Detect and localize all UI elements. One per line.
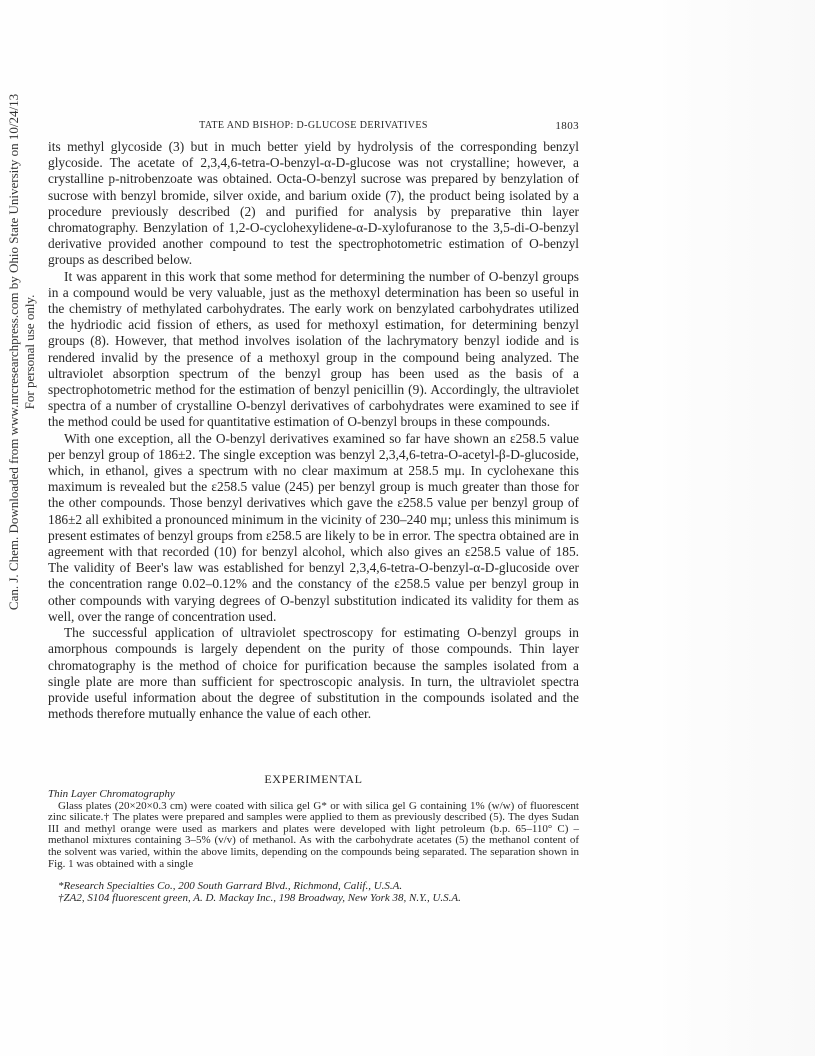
page-edge-shading	[645, 0, 815, 1056]
download-stamp-line-2: For personal use only.	[22, 294, 37, 410]
running-head	[48, 120, 579, 136]
subsection-title: Thin Layer Chromatography	[48, 788, 175, 800]
download-stamp-line-1: Can. J. Chem. Downloaded from www.nrcresearchpress.com by Ohio State University on 10/24/13	[6, 93, 21, 611]
footnote-1: *Research Specialties Co., 200 South Garrard Blvd., Richmond, Calif., U.S.A.	[58, 880, 403, 892]
paragraph-3: With one exception, all the O-benzyl derivatives examined so far have shown an ε258.5 value per benzyl group of 186±2. The single exception was benzyl 2,3,4,6-tetra-O-acetyl-β-D-glucoside, which, in ethanol, gives a spectrum with no clear maximum at 258.5 mμ. In cyclohexane this maximum is revealed but the ε258.5 value (245) per benzyl group is much greater than those for the other compounds. Those benzyl derivatives which gave the ε258.5 value per benzyl group of 186±2 all exhibited a pronounced minimum in the vicinity of 230–240 mμ; unless this minimum is present estimates of benzyl groups from ε258.5 are likely to be in error. The spectra obtained are in agreement with that recorded (10) for benzyl alcohol, which also gives an ε258.5 value of 185. The validity of Beer's law was established for benzyl 2,3,4,6-tetra-O-benzyl-α-D-glucoside over the concentration range 0.02–0.12% and the constancy of the ε258.5 value per benzyl group in other compounds with varying degrees of O-benzyl substitution indicated its validity for them as well, over the range of concentration used.	[48, 430, 579, 624]
running-head-title: TATE AND BISHOP: D-GLUCOSE DERIVATIVES	[199, 120, 428, 131]
footnote-2: †ZA2, S104 fluorescent green, A. D. Mackay Inc., 198 Broadway, New York 38, N.Y., U.S.A.	[58, 892, 461, 904]
paragraph-4: The successful application of ultraviolet spectroscopy for estimating O-benzyl groups in amorphous compounds is largely dependent on the purity of those compounds. Thin layer chromatography is the method of choice for purification because the samples isolated from a single plate are more than sufficient for spectroscopic analysis. In turn, the ultraviolet spectra provide useful information about the degree of substitution in the compounds isolated and the methods therefore mutually enhance the value of each other.	[48, 625, 579, 722]
subsection-tlc	[48, 789, 579, 870]
body-text	[48, 139, 579, 722]
download-stamp	[6, 52, 42, 652]
subsection-text: Glass plates (20×20×0.3 cm) were coated with silica gel G* or with silica gel G containing 1% (w/w) of fluorescent zinc silicate.† The plates were prepared and samples were applied to them as previously described (5). The dyes Sudan III and methyl orange were used as markers and plates were developed with light petroleum (b.p. 65–110° C) – methanol mixtures containing 3–5% (v/v) of methanol. As with the carbohydrate acetates (5) the methanol content of the solvent was varied, within the above limits, depending on the compounds being separated. The separation shown in Fig. 1 was obtained with a single	[48, 799, 579, 870]
paragraph-1: its methyl glycoside (3) but in much better yield by hydrolysis of the corresponding benzyl glycoside. The acetate of 2,3,4,6-tetra-O-benzyl-α-D-glucose was not crystalline; however, a crystalline p-nitrobenzoate was obtained. Octa-O-benzyl sucrose was prepared by benzylation of sucrose with benzyl bromide, silver oxide, and barium oxide (7), the product being isolated by a procedure previously described (2) and purified for analysis by preparative thin layer chromatography. Benzylation of 1,2-O-cyclohexylidene-α-D-xylofuranose to the 3,5-di-O-benzyl derivative provided another compound to test the spectrophotometric estimation of O-benzyl groups as described below.	[48, 139, 579, 268]
paragraph-2: It was apparent in this work that some method for determining the number of O-benzyl groups in a compound would be very valuable, just as the methoxyl determination has been so useful in the chemistry of methylated carbohydrates. The early work on benzylated carbohydrates utilized the hydriodic acid fission of ethers, as used for methoxyl estimation, for determining benzyl groups (8). However, that method involves isolation of the lachrymatory benzyl iodide and is rendered invalid by the presence of a methoxyl group in the compound being analyzed. The ultraviolet absorption spectrum of the benzyl group has been used as the basis of a spectrophotometric method for the estimation of benzyl penicillin (9). Accordingly, the ultraviolet spectra of a number of crystalline O-benzyl derivatives of carbohydrates were examined to see if the method could be used for quantitative estimation of O-benzyl broups in these compounds.	[48, 268, 579, 430]
section-heading-experimental: EXPERIMENTAL	[264, 772, 363, 786]
footnotes	[48, 880, 579, 904]
page-number: 1803	[555, 120, 579, 132]
